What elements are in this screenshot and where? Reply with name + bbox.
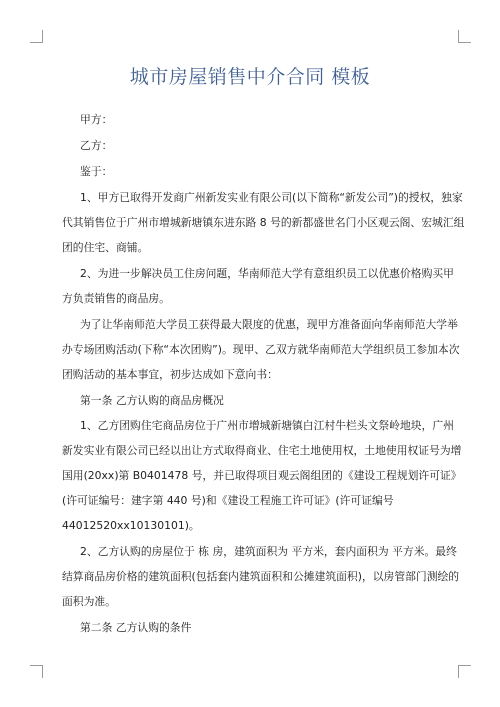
paragraph-line: 为了让华南师范大学员工获得最大限度的优惠，现甲方准备面向华南师范大学举 (80, 318, 458, 331)
paragraph-line: 国用(20xx)第 B0401478 号，并已取得项目观云阁组团的《建设工程规划许可证》 (62, 469, 462, 482)
paragraph-line: 团购活动的基本事宜，初步达成如下意向书： (62, 368, 278, 381)
article-heading: 第一条 乙方认购的商品房概况 (80, 394, 224, 407)
paragraph-line: 方负责销售的商品房。 (62, 292, 170, 305)
paragraph-line: 团的住宅、商铺。 (62, 241, 149, 254)
crop-mark-top-left (30, 30, 43, 43)
party-b-line: 乙方： (80, 139, 113, 152)
paragraph-line: 结算商品房价格的建筑面积(包括套内建筑面积和公摊建筑面积)，以房管部门测绘的 (62, 570, 460, 583)
paragraph-line: 2、为进一步解决员工住房问题，华南师范大学有意组织员工以优惠价格购买甲 (80, 267, 454, 280)
crop-mark-bottom-right (458, 665, 471, 678)
crop-mark-top-right (458, 30, 471, 43)
paragraph-line: 办专场团购活动(下称“本次团购”)。现甲、乙双方就华南师范大学组织员工参加本次 (62, 343, 460, 356)
paragraph-line: 2、乙方认购的房屋位于 栋 房，建筑面积为 平方米，套内面积为 平方米。最终 (80, 545, 457, 558)
paragraph-line: 44012520xx10130101)。 (62, 519, 200, 532)
paragraph-line: 1、甲方已取得开发商广州新发实业有限公司(以下简称“新发公司”)的授权，独家 (80, 191, 463, 204)
document-title: 城市房屋销售中介合同 模板 (129, 66, 371, 88)
paragraph-line: (许可证编号：建字第 440 号)和《建设工程施工许可证》(许可证编号 (62, 494, 394, 507)
paragraph-line: 面积为准。 (62, 595, 116, 608)
crop-mark-bottom-left (30, 665, 43, 678)
paragraph-line: 新发实业有限公司已经以出让方式取得商业、住宅土地使用权，土地使用权证号为增 (62, 444, 462, 457)
whereas-line: 鉴于： (80, 165, 113, 178)
paragraph-line: 代其销售位于广州市增城新塘镇东进东路 8 号的新都盛世名门小区观云阁、宏城汇组 (62, 216, 465, 229)
party-a-line: 甲方： (80, 113, 113, 126)
article-heading: 第二条 乙方认购的条件 (80, 621, 192, 634)
paragraph-line: 1、乙方团购住宅商品房位于广州市增城新塘镇白江村牛栏头文祭岭地块，广州 (80, 419, 454, 432)
